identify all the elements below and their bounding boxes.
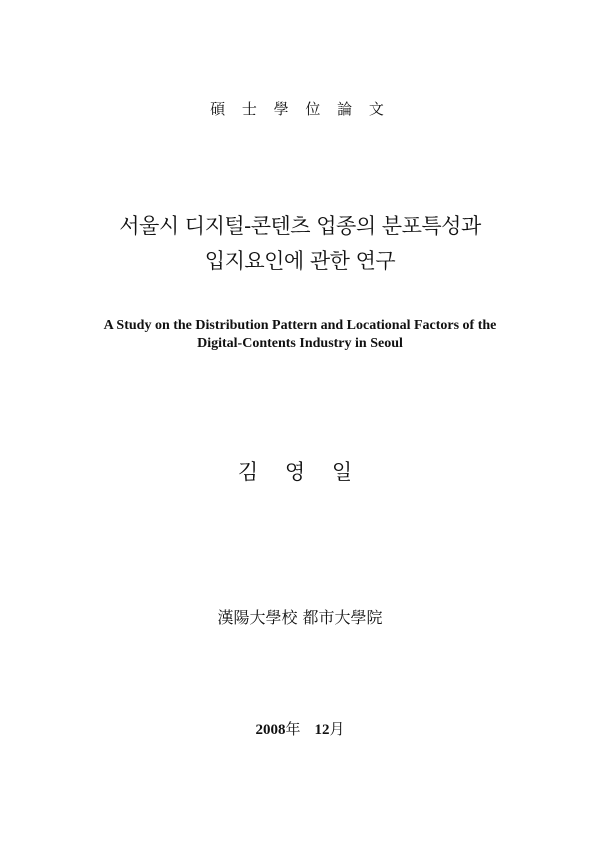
submission-date: [0, 718, 600, 739]
korean-title-line-2: 입지요인에 관한 연구: [204, 249, 396, 273]
author-name: 김 영 일: [237, 460, 363, 484]
degree-label: 碩 士 學 位 論 文: [210, 100, 390, 118]
english-title-line-1: A Study on the Distribution Pattern and Locational Factors of the: [103, 318, 497, 333]
date-month-unit: 月: [329, 720, 345, 738]
english-title-line-2: Digital-Contents Industry in Seoul: [197, 336, 403, 351]
korean-title-line-1: 서울시 디지털-콘텐츠 업종의 분포특성과: [119, 214, 481, 238]
date-month: 12: [314, 722, 330, 738]
date-year: 2008: [255, 722, 286, 738]
institution-name: 漢陽大學校 都市大學院: [217, 608, 383, 627]
date-year-unit: 年: [285, 720, 301, 738]
